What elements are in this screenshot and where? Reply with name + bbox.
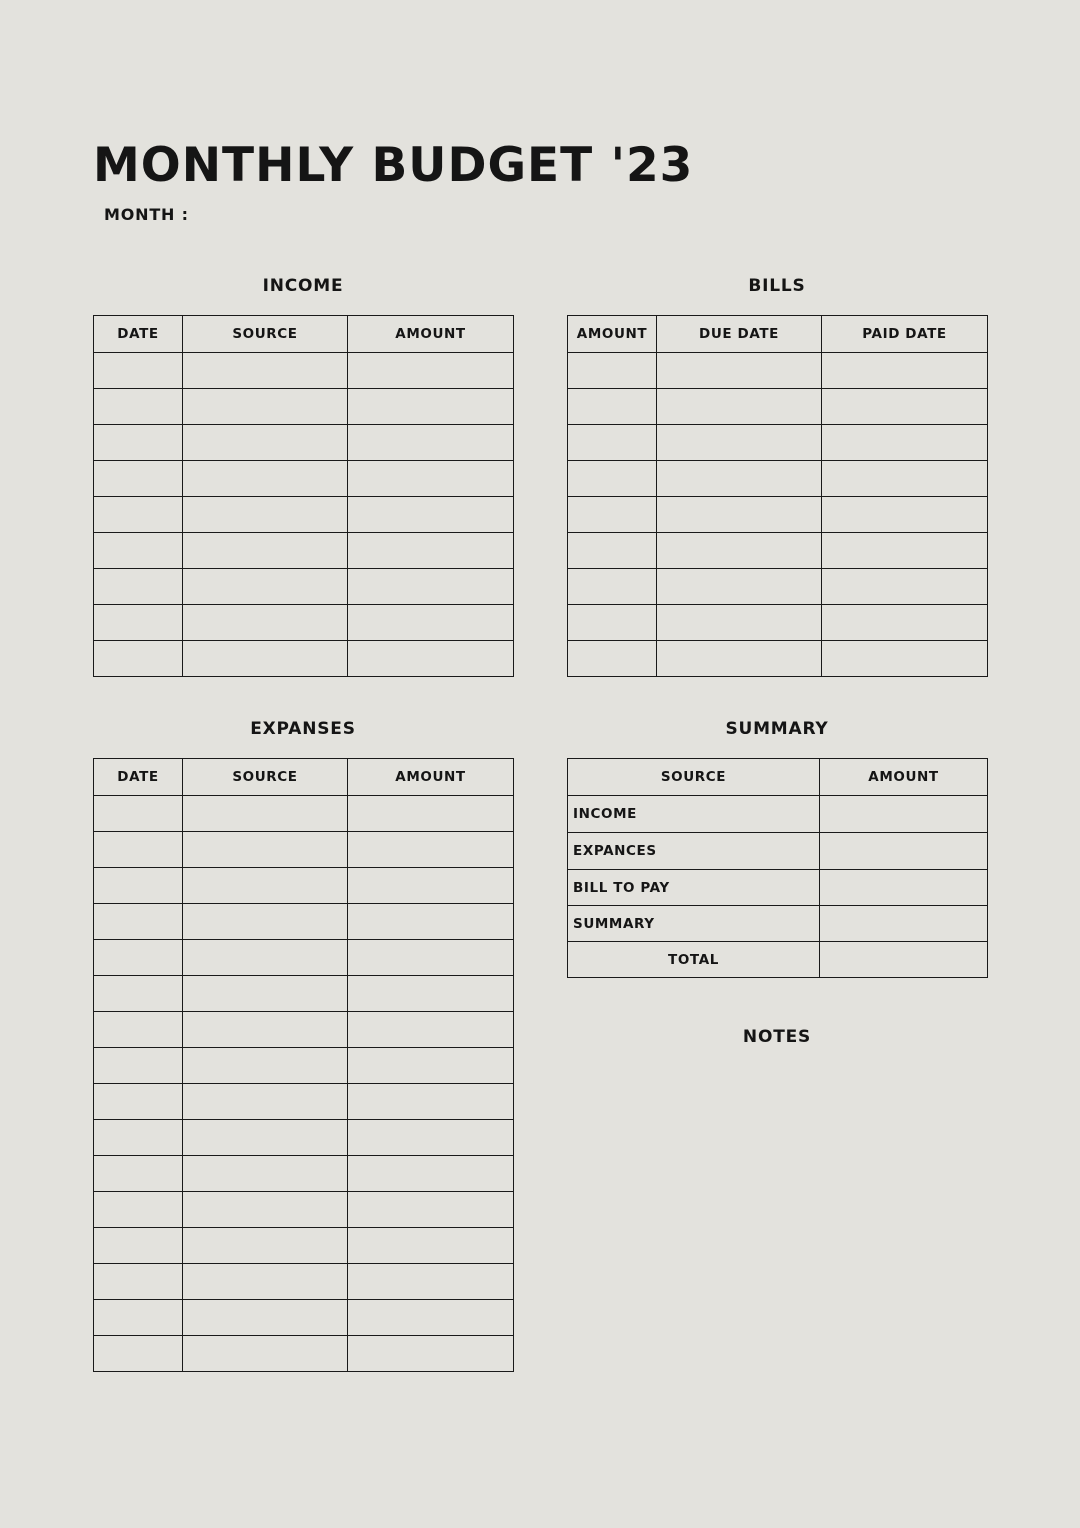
summary-row-bill-to-pay-label: BILL TO PAY [568,870,820,906]
income-header-source: SOURCE [183,316,348,353]
summary-row-total-amount[interactable] [820,942,988,978]
table-row [94,1192,514,1228]
table-row [568,796,988,833]
bills-cell[interactable] [568,461,657,497]
bills-cell[interactable] [822,569,988,605]
summary-row-expances-label: EXPANCES [568,833,820,870]
income-header-date: DATE [94,316,183,353]
summary-row-income-amount[interactable] [820,796,988,833]
summary-row-summary-label: SUMMARY [568,906,820,942]
income-cell[interactable] [94,605,183,641]
income-cell[interactable] [94,533,183,569]
bills-cell[interactable] [657,569,822,605]
table-row [568,389,988,425]
expanses-cell[interactable] [183,1048,348,1084]
summary-table [567,758,988,978]
income-cell[interactable] [348,461,514,497]
expanses-cell[interactable] [94,868,183,904]
expanses-cell[interactable] [348,1120,514,1156]
income-cell[interactable] [94,497,183,533]
table-row [94,497,514,533]
bills-cell[interactable] [657,353,822,389]
table-row [568,906,988,942]
summary-row-total-label: TOTAL [568,942,820,978]
bills-cell[interactable] [822,461,988,497]
income-cell[interactable] [183,389,348,425]
expanses-cell[interactable] [94,1264,183,1300]
table-row [568,461,988,497]
table-row [568,833,988,870]
bills-cell[interactable] [568,569,657,605]
bills-cell[interactable] [568,641,657,677]
expanses-cell[interactable] [183,940,348,976]
income-cell[interactable] [348,353,514,389]
bills-cell[interactable] [568,353,657,389]
bills-cell[interactable] [657,641,822,677]
expanses-cell[interactable] [348,1264,514,1300]
table-row [94,353,514,389]
income-cell[interactable] [183,497,348,533]
expanses-cell[interactable] [94,904,183,940]
table-row [94,904,514,940]
table-row [94,389,514,425]
summary-title: SUMMARY [725,719,829,739]
table-row [94,1048,514,1084]
bills-cell[interactable] [568,533,657,569]
page-title: MONTHLY BUDGET '23 [93,138,694,193]
table-row [94,605,514,641]
expanses-cell[interactable] [94,832,183,868]
table-row [94,569,514,605]
income-cell[interactable] [183,353,348,389]
expanses-cell[interactable] [183,868,348,904]
table-row [568,641,988,677]
bills-header-paid-date: PAID DATE [822,316,988,353]
bills-table [567,315,988,677]
table-row [94,641,514,677]
expanses-title: EXPANSES [250,719,356,739]
expanses-cell[interactable] [348,1012,514,1048]
income-cell[interactable] [183,533,348,569]
summary-row-expances-amount[interactable] [820,833,988,870]
expanses-cell[interactable] [183,1264,348,1300]
table-row [568,497,988,533]
table-row [568,569,988,605]
expanses-cell[interactable] [94,1156,183,1192]
bills-cell[interactable] [657,497,822,533]
income-cell[interactable] [94,641,183,677]
expanses-cell[interactable] [183,1156,348,1192]
bills-cell[interactable] [822,605,988,641]
income-cell[interactable] [94,425,183,461]
table-row [94,868,514,904]
table-row [94,832,514,868]
expanses-header-date: DATE [94,759,183,796]
income-cell[interactable] [348,569,514,605]
bills-header-due-date: DUE DATE [657,316,822,353]
income-cell[interactable] [183,425,348,461]
month-label: MONTH : [104,205,189,224]
expanses-cell[interactable] [348,868,514,904]
table-row [568,425,988,461]
expanses-cell[interactable] [183,904,348,940]
expanses-cell[interactable] [94,1012,183,1048]
expanses-cell[interactable] [94,1300,183,1336]
expanses-cell[interactable] [183,1120,348,1156]
expanses-header-source: SOURCE [183,759,348,796]
table-row [94,1264,514,1300]
expanses-cell[interactable] [183,1012,348,1048]
income-cell[interactable] [183,605,348,641]
expanses-cell[interactable] [183,1228,348,1264]
table-row [94,1336,514,1372]
expanses-cell[interactable] [94,1120,183,1156]
bills-title: BILLS [748,276,806,296]
table-row [94,1156,514,1192]
table-row [568,605,988,641]
table-row [94,533,514,569]
summary-row-summary-amount[interactable] [820,906,988,942]
expanses-header-amount: AMOUNT [348,759,514,796]
income-cell[interactable] [183,569,348,605]
income-cell[interactable] [348,641,514,677]
bills-cell[interactable] [822,641,988,677]
summary-row-income-label: INCOME [568,796,820,833]
expanses-cell[interactable] [94,796,183,832]
bills-header-amount: AMOUNT [568,316,657,353]
bills-cell[interactable] [568,389,657,425]
bills-cell[interactable] [822,497,988,533]
expanses-cell[interactable] [94,976,183,1012]
expanses-cell[interactable] [94,1336,183,1372]
summary-row-bill-to-pay-amount[interactable] [820,870,988,906]
bills-cell[interactable] [657,425,822,461]
expanses-cell[interactable] [183,1336,348,1372]
expanses-cell[interactable] [94,1048,183,1084]
income-cell[interactable] [183,461,348,497]
expanses-table [93,758,514,1372]
bills-cell[interactable] [568,425,657,461]
bills-cell[interactable] [657,605,822,641]
income-header-amount: AMOUNT [348,316,514,353]
expanses-cell[interactable] [183,832,348,868]
expanses-cell[interactable] [183,796,348,832]
income-cell[interactable] [348,497,514,533]
income-cell[interactable] [94,389,183,425]
expanses-cell[interactable] [348,796,514,832]
expanses-cell[interactable] [348,1228,514,1264]
expanses-cell[interactable] [348,1336,514,1372]
bills-cell[interactable] [568,497,657,533]
table-row [94,1120,514,1156]
expanses-cell[interactable] [348,1084,514,1120]
bills-cell[interactable] [568,605,657,641]
expanses-cell[interactable] [183,976,348,1012]
notes-title: NOTES [742,1027,812,1047]
expanses-cell[interactable] [94,940,183,976]
expanses-cell[interactable] [183,1192,348,1228]
bills-cell[interactable] [657,389,822,425]
expanses-cell[interactable] [348,1192,514,1228]
table-row [568,533,988,569]
income-title: INCOME [262,276,344,296]
expanses-cell[interactable] [348,1300,514,1336]
income-cell[interactable] [348,389,514,425]
table-row [94,1012,514,1048]
income-cell[interactable] [348,605,514,641]
expanses-cell[interactable] [94,1228,183,1264]
income-cell[interactable] [183,641,348,677]
expanses-cell[interactable] [348,904,514,940]
expanses-cell[interactable] [348,832,514,868]
bills-cell[interactable] [822,353,988,389]
table-row [94,461,514,497]
bills-cell[interactable] [822,533,988,569]
table-row [94,940,514,976]
income-table [93,315,514,677]
expanses-cell[interactable] [348,976,514,1012]
expanses-cell[interactable] [183,1300,348,1336]
table-row [94,425,514,461]
expanses-cell[interactable] [348,1048,514,1084]
bills-cell[interactable] [822,389,988,425]
table-row [568,942,988,978]
table-row [94,1084,514,1120]
notes-area[interactable] [567,1068,987,1374]
income-cell[interactable] [348,425,514,461]
expanses-cell[interactable] [94,1192,183,1228]
expanses-cell[interactable] [183,1084,348,1120]
table-row [94,1228,514,1264]
table-row [568,353,988,389]
summary-header-amount: AMOUNT [820,759,988,796]
income-cell[interactable] [94,569,183,605]
income-cell[interactable] [348,533,514,569]
expanses-cell[interactable] [348,940,514,976]
table-row [94,976,514,1012]
income-cell[interactable] [94,353,183,389]
bills-cell[interactable] [657,461,822,497]
expanses-cell[interactable] [348,1156,514,1192]
expanses-cell[interactable] [94,1084,183,1120]
income-cell[interactable] [94,461,183,497]
table-row [94,1300,514,1336]
summary-header-source: SOURCE [568,759,820,796]
table-row [94,796,514,832]
table-row [568,870,988,906]
bills-cell[interactable] [657,533,822,569]
bills-cell[interactable] [822,425,988,461]
